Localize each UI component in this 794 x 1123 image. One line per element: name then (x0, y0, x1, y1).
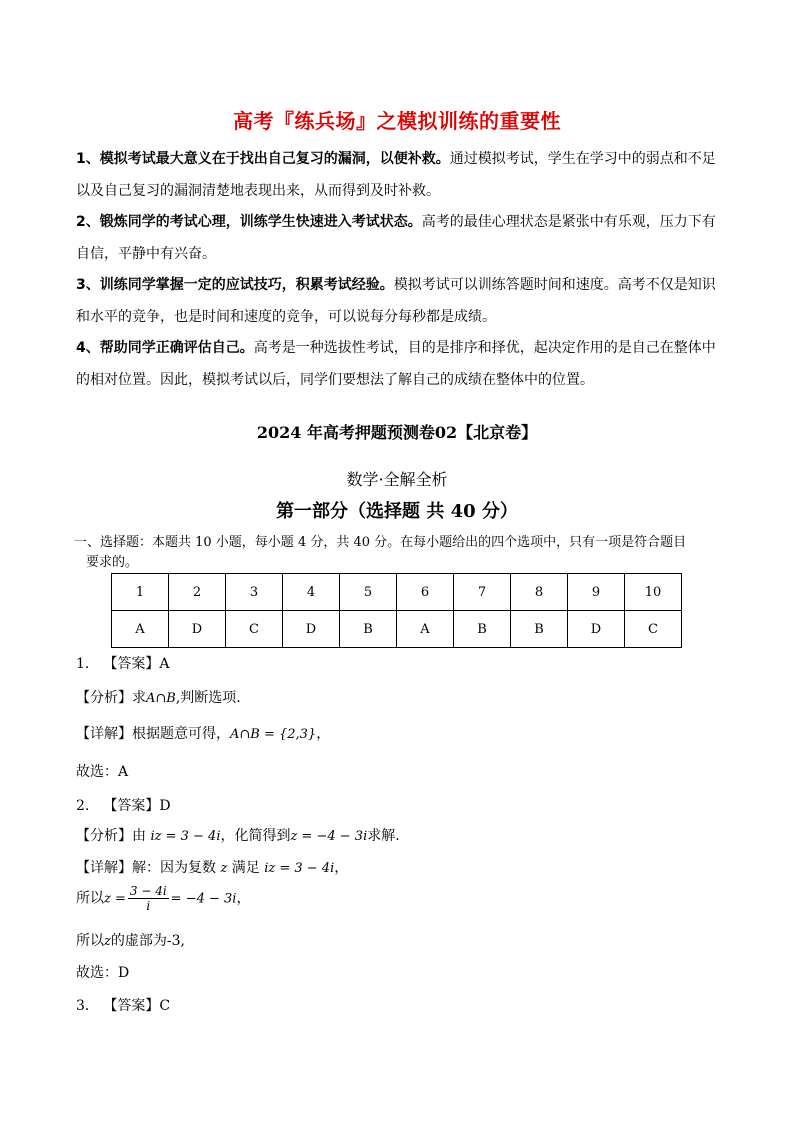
question-number-cell: 1 (112, 574, 169, 611)
q2-analysis-label: 【分析】由 (76, 828, 151, 844)
q1-detail-text: ， (316, 726, 331, 742)
answer-cell: B (511, 611, 568, 648)
exam-subtitle: 数学·全解全析 (346, 470, 448, 489)
question-number-cell: 8 (511, 574, 568, 611)
question-number-cell: 5 (340, 574, 397, 611)
answer-cell: A (112, 611, 169, 648)
q1-detail-label: 【详解】根据题意可得， (76, 726, 230, 742)
question-number-cell: 4 (283, 574, 340, 611)
q2-fraction-line (76, 884, 726, 913)
q2-fraction (128, 884, 169, 913)
q2-imag-text: 的虚部为-3, (110, 933, 185, 949)
q1-detail-math: A∩B = {2,3} (230, 727, 317, 742)
question-number-cell: 10 (625, 574, 682, 611)
question-number-cell: 3 (226, 574, 283, 611)
intro-paragraph-3 (76, 270, 726, 333)
answer-cell: D (283, 611, 340, 648)
answer-cell: C (625, 611, 682, 648)
q1-analysis-text: ,判断选项. (175, 690, 241, 706)
instructions-line-2: 要求的。 (86, 555, 139, 570)
q1-choice: 故选：A (76, 764, 129, 780)
q2-analysis-math-1: iz = 3 − 4i (150, 829, 221, 844)
intro-point-4-text: 高考是一种选拔性考试，目的是排序和择优，起决定作用的是自己在整体中的相对位置。因此，模拟考试以后，同学们要想法了解自己的成绩在整体中的位置。 (76, 340, 716, 388)
q1-analysis-math: A∩B (146, 691, 176, 706)
answer-cell: D (169, 611, 226, 648)
q2-analysis (76, 825, 726, 845)
q2-so-suffix: ， (236, 890, 251, 907)
q1-answer: 1． 【答案】A (76, 656, 170, 672)
answer-table-number-row (112, 574, 682, 611)
q2-imag-label: 所以 (76, 933, 104, 949)
question-number-cell: 6 (397, 574, 454, 611)
q2-imaginary-part (76, 930, 726, 950)
intro-point-3-text: 模拟考试可以训练答题时间和速度。高考不仅是知识和水平的竞争，也是时间和速度的竞争，可以说每分每秒都是成绩。 (76, 277, 716, 325)
intro-point-3-heading: 3、训练同学掌握一定的应试技巧，积累考试经验。 (76, 277, 394, 293)
question-number-cell: 9 (568, 574, 625, 611)
q2-analysis-text: ，化简得到 (220, 828, 291, 844)
q1-analysis-label: 【分析】求 (76, 690, 146, 706)
q2-answer: 2． 【答案】D (76, 798, 171, 814)
q1-detail (76, 723, 726, 743)
part-heading: 第一部分（选择题 共 40 分） (276, 501, 518, 522)
q3-answer: 3． 【答案】C (76, 998, 171, 1014)
answer-cell: B (340, 611, 397, 648)
q2-detail-label: 【详解】解：因为复数 (76, 860, 221, 876)
intro-point-1-text: 通过模拟考试，学生在学习中的弱点和不足以及自己复习的漏洞清楚地表现出来，从而得到及时补救。 (76, 151, 716, 199)
intro-paragraph-4 (76, 333, 726, 396)
q2-detail (76, 857, 726, 877)
q2-detail-suffix: ， (334, 860, 349, 876)
q2-detail-variable: z (220, 861, 228, 876)
intro-paragraph-1 (76, 144, 726, 207)
q2-so-rhs: = −4 − 3i (170, 891, 237, 907)
q2-choice: 故选：D (76, 965, 130, 981)
exam-title: 2024 年高考押题预测卷02【北京卷】 (256, 423, 538, 442)
q2-imag-variable: z (104, 934, 111, 949)
answer-table (111, 573, 682, 648)
answer-cell: B (454, 611, 511, 648)
intro-section (76, 144, 726, 396)
q1-analysis (76, 687, 726, 707)
q2-so-label: 所以 (76, 890, 104, 907)
page-title: 高考『练兵场』之模拟训练的重要性 (233, 109, 561, 133)
q2-detail-math: iz = 3 − 4i (264, 861, 335, 876)
question-number-cell: 7 (454, 574, 511, 611)
q2-fraction-numerator: 3 − 4i (129, 884, 167, 898)
q2-so-lhs: z = (104, 891, 126, 907)
q2-analysis-math-2: z = −4 − 3i (290, 829, 368, 844)
intro-point-2-heading: 2、锻炼同学的考试心理，训练学生快速进入考试状态。 (76, 214, 422, 230)
intro-point-4-heading: 4、帮助同学正确评估自己。 (76, 340, 254, 356)
intro-point-2-text: 高考的最佳心理状态是紧张中有乐观，压力下有自信，平静中有兴奋。 (76, 214, 716, 262)
answer-cell: D (568, 611, 625, 648)
q2-analysis-suffix: 求解. (367, 828, 400, 844)
intro-point-1-heading: 1、模拟考试最大意义在于找出自己复习的漏洞，以便补救。 (76, 151, 450, 167)
q2-fraction-denominator: i (146, 899, 151, 913)
answer-cell: A (397, 611, 454, 648)
section-instructions (74, 533, 726, 573)
question-number-cell: 2 (169, 574, 226, 611)
instructions-line-1: 一、选择题：本题共 10 小题，每小题 4 分，共 40 分。在每小题给出的四个选项中，只有一项是符合题目 (74, 535, 687, 550)
q2-detail-text: 满足 (227, 860, 265, 876)
answer-table-answer-row (112, 611, 682, 648)
answer-cell: C (226, 611, 283, 648)
intro-paragraph-2 (76, 207, 726, 270)
